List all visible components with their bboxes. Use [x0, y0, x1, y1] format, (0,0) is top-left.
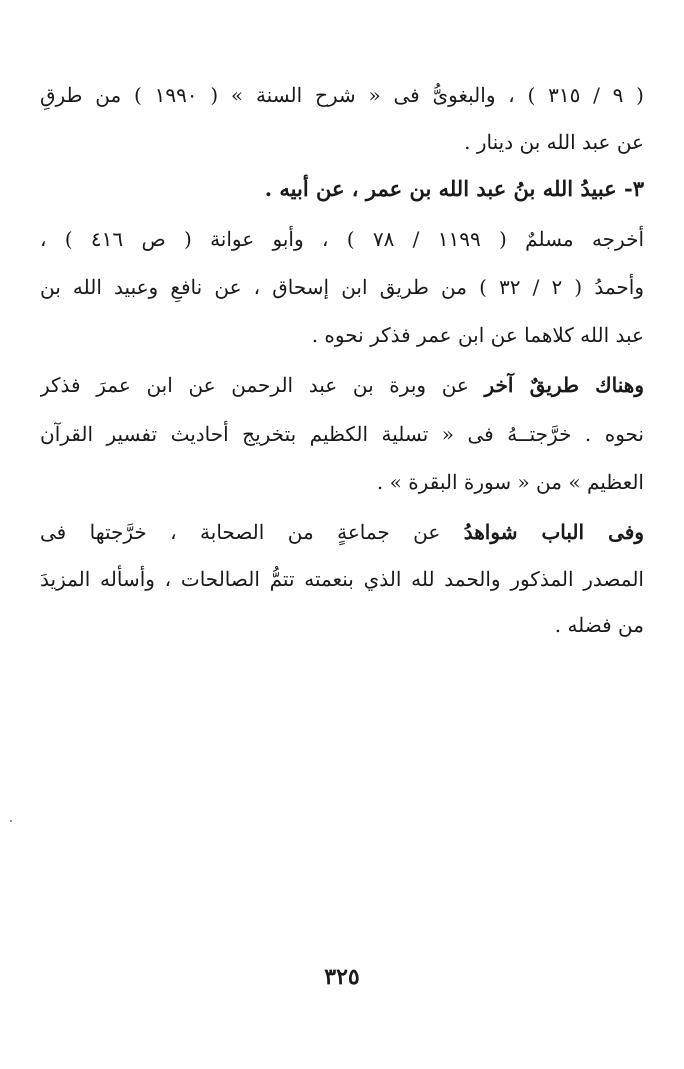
bold-lead: وفى الباب شواهدُ — [463, 520, 644, 544]
text-line: نحوه . خرَّجتــهُ فى « تسلية الكظيم بتخريج أحاديث تفسير القرآن — [40, 422, 644, 446]
text-line: المصدر المذكور والحمد لله الذي بنعمته تتمُّ الصالحات ، وأسأله المزيدَ — [40, 567, 644, 591]
text-line: من فضله . — [554, 613, 644, 637]
line-continuation: عن جماعةٍ من الصحابة ، خرَّجتها فى — [40, 520, 464, 544]
scan-speck — [10, 820, 12, 822]
bold-lead: وهناك طريقٌ آخر — [484, 373, 644, 397]
line-continuation: عن وبرة بن عبد الرحمن عن ابن عمرَ فذكر — [40, 373, 485, 397]
text-line: ( ٩ / ٣١٥ ) ، والبغوىُّ فى « شرح السنة » ( ١٩٩٠ ) من طرقٍ — [40, 83, 644, 107]
text-line: عن عبد الله بن دينار . — [464, 130, 644, 154]
text-line: أخرجه مسلمٌ ( ١١٩٩ / ٧٨ ) ، وأبو عوانة ( ص ٤١٦ ) ، — [40, 227, 644, 251]
section-heading: ٣- عبيدُ الله بنُ عبد الله بن عمر ، عن أبيه . — [264, 176, 644, 201]
text-line — [40, 370, 644, 400]
page-number: ٣٢٥ — [324, 964, 360, 990]
text-line — [40, 517, 644, 547]
text-line: وأحمدُ ( ٢ / ٣٢ ) من طريق ابن إسحاق ، عن نافعٍ وعبيد الله بن — [40, 275, 644, 299]
text-line: العظيم » من « سورة البقرة » . — [376, 470, 644, 494]
text-line: عبد الله كلاهما عن ابن عمر فذكر نحوه . — [311, 323, 644, 347]
